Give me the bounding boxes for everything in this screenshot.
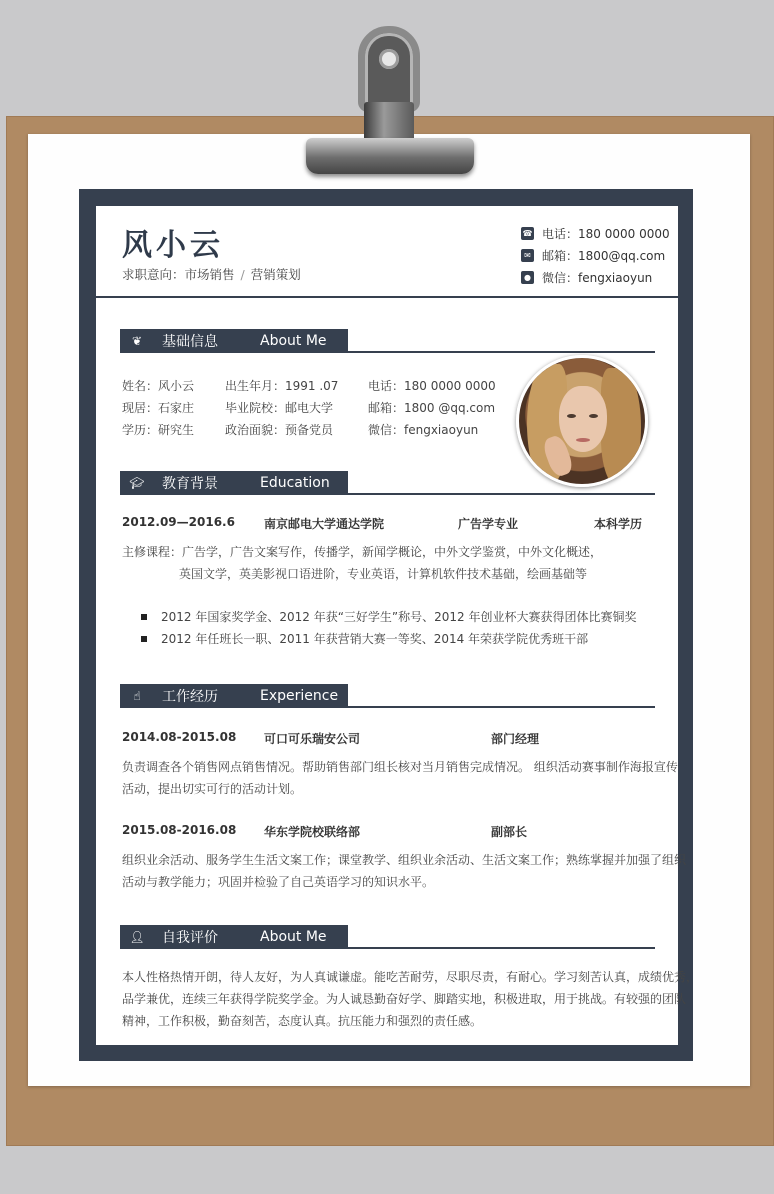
basic-birth: 出生年月：1991 .07 <box>225 379 339 393</box>
section-experience: ☝ 工作经历 Experience <box>120 684 655 710</box>
self-eval-line1: 本人性格热情开朗，待人友好，为人真诚谦虚。能吃苦耐劳，尽职尽责，有耐心。学习刻苦认真，成绩优秀， <box>122 970 699 984</box>
mail-icon: ✉ <box>521 249 534 262</box>
job-period: 2015.08-2016.08 <box>122 823 237 837</box>
award-item: 2012 年国家奖学金、2012 年获“三好学生”称号、2012 年创业杯大赛获得团体比赛铜奖 <box>141 608 637 625</box>
edu-school: 南京邮电大学通达学院 <box>264 517 385 531</box>
candidate-name: 风小云 <box>122 228 224 263</box>
job-company: 可口可乐瑞安公司 <box>264 732 361 746</box>
award-item: 2012 年任班长一职、2011 年获营销大赛一等奖、2014 年荣获学院优秀班干部 <box>141 630 588 647</box>
binder-clip-icon <box>306 26 474 178</box>
basic-wechat: 微信：fengxiaoyun <box>368 423 479 437</box>
basic-phone: 电话：180 0000 0000 <box>368 379 496 393</box>
edu-major: 广告学专业 <box>458 517 519 531</box>
job-period: 2014.08-2015.08 <box>122 730 237 744</box>
job-intent: 求职意向：市场销售 / 营销策划 <box>122 267 301 282</box>
bullet-icon <box>141 636 147 642</box>
job-desc-line2: 活动与教学能力；巩固并检验了自己英语学习的知识水平。 <box>122 875 435 889</box>
avatar <box>516 355 648 487</box>
contact-list <box>521 222 670 288</box>
job-company: 华东学院校联络部 <box>264 825 361 839</box>
section-basic-info: ❦ 基础信息 About Me <box>120 329 655 355</box>
pointer-icon: ☝ <box>133 689 141 703</box>
basic-residence: 现居：石家庄 <box>122 401 195 415</box>
job-desc-line1: 组织业余活动、服务学生生活文案工作；课堂教学、组织业余活动、生活文案工作；熟练掌握并加强了组织 <box>122 853 687 867</box>
graduation-cap-icon: 🎓︎ <box>129 476 145 490</box>
header-divider <box>96 296 678 298</box>
phone-icon: ☎ <box>522 228 533 238</box>
contact-phone: ☎ 电话：180 0000 0000 <box>522 226 670 241</box>
contact-email: ✉ 邮箱：1800@qq.com <box>521 244 670 266</box>
basic-politics: 政治面貌：预备党员 <box>225 423 334 437</box>
job-role: 副部长 <box>491 825 528 839</box>
basic-name: 姓名：风小云 <box>122 379 195 393</box>
self-eval-line3: 精神，工作积极，勤奋刻苦，态度认真。抗压能力和强烈的责任感。 <box>122 1014 483 1028</box>
section-education: 🎓︎ 教育背景 Education <box>120 471 655 497</box>
bullet-icon <box>141 614 147 620</box>
edu-courses-line1: 主修课程：广告学，广告文案写作，传播学，新闻学概论，中外文学鉴赏，中外文化概述， <box>122 545 603 559</box>
leaf-icon: ❦ <box>131 334 143 348</box>
person-icon: 👤︎ <box>129 930 145 944</box>
contact-wechat: ● 微信：fengxiaoyun <box>521 266 670 288</box>
section-self-evaluation: 👤︎ 自我评价 About Me <box>120 925 655 951</box>
edu-period: 2012.09—2016.6 <box>122 515 235 529</box>
wechat-icon: ● <box>521 271 534 284</box>
self-eval-line2: 品学兼优，连续三年获得学院奖学金。为人诚恳勤奋好学、脚踏实地，积极进取，用于挑战。有较强的团队 <box>122 992 687 1006</box>
basic-school: 毕业院校：邮电大学 <box>225 401 334 415</box>
edu-degree: 本科学历 <box>594 517 643 531</box>
job-role: 部门经理 <box>491 732 540 746</box>
basic-degree: 学历：研究生 <box>122 423 195 437</box>
edu-courses-line2: 英国文学，英美影视口语进阶，专业英语，计算机软件技术基础，绘画基础等 <box>179 567 588 581</box>
job-desc-line2: 活动，提出切实可行的活动计划。 <box>122 782 303 796</box>
job-desc-line1: 负责调查各个销售网点销售情况。帮助销售部门组长核对当月销售完成情况。 组织活动赛事制作海报宣传 <box>122 760 678 774</box>
basic-email: 邮箱：1800 @qq.com <box>368 401 496 415</box>
